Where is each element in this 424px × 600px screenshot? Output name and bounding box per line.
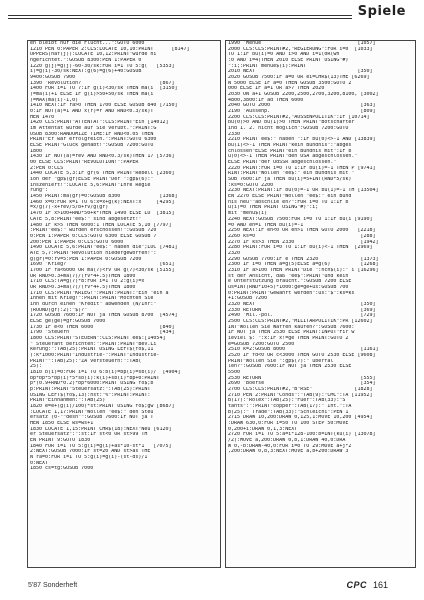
code-line: 2030 ON a+1 GOSUB 2200,2500,2700,3200,8100, [3002] (228, 92, 379, 98)
code-line: 1430 IF NOT(a)=rev AND RND<0.3/sk)THEN 17 [5736] (30, 154, 175, 160)
code-line: " Steuerant berichten:":PRINT:PRINT"Bev.Li (30, 341, 157, 347)
code-line: +1:GOSUB 7200 (228, 296, 268, 302)
code-line: HEN 1470 (30, 114, 55, 120)
code-line: OR RND>0.3+ma(7)/(rv*4+.5)THEN 1800 (30, 284, 136, 290)
code-line: 2020 GOSUB 7500:IF a=0 OR ei=CHR$(13)THE [6269] (228, 75, 370, 81)
code-line: TO 1:IF bu(i)=0 AND i>0 AND i=1(0R(wh (228, 52, 340, 58)
code-line: EN PRINT 9:GOTO 1830 (30, 438, 91, 444)
code-line: =0 AND en=1 THEN bu(i)=-1 (228, 222, 304, 228)
code-line: ):k*1000:PRINT"Industrie-":PRINT"Industrie- (30, 352, 160, 358)
code-line: 1410 NEXT:IF ra>0 THEN 1700 ELSE GOSUB 840 [7150] (30, 103, 178, 109)
code-line: B(17):"Rolex":TAB(25):"Fuer":TAB(33):"S (228, 398, 346, 404)
code-line: :ks=0:GOTO 2200 (228, 182, 274, 188)
code-line: 1440 LOCATE 5,3:IF gr(6 THEN PRINT"Rebell [2360] (30, 171, 175, 177)
page-number: 161 (372, 580, 388, 590)
code-line: 1420 CLS:PRINT"ATTENTAT":CLS:PRINT"Ein [14012] (30, 120, 169, 126)
magazine-logo: CPC (346, 580, 367, 590)
code-line: N 5000 ELSE IF a=0 THEN GOSUB 3500:GOTO 2 (228, 80, 352, 86)
code-line: 2010 NEXT [350] (228, 69, 373, 75)
code-line: er Steuersatz":":st:IF st<0 OR st>99 TH (30, 432, 148, 438)
code-line: ngerichtet.":GOSUB 8300:PEN 1:PAPER 0 (30, 58, 142, 64)
code-line: EN 2270 ELSE PRINT"Wollen "ee$:" ein Bünd (228, 194, 352, 200)
code-line: 1490 LOCATE 5,6:PRINT"ee$:" haben die";LOC [7481] (30, 245, 178, 251)
code-line: 1820 e=e+(g(i)/100)*st:PRINT USING fo$;gw [8687] (30, 404, 175, 409)
code-line: 2:PEN 0:CLS (30, 165, 64, 171)
code-line: nis neu""abschlie en?":FOR i=0 TO 1:IF b (228, 199, 349, 205)
code-line: p*(0.9+RND*0.2)*bp*6000:PRINT USING fo$;b (30, 381, 154, 387)
section-title: Spiele (357, 4, 406, 19)
code-line: len?":GOSUB 7600:IF NOT ja THEN 2530 ELSE (228, 364, 352, 370)
code-line: im Attentat wurde auf Sie verübt.":PRINT:G (30, 126, 157, 132)
code-line: INT"Wollen Sie Waffen kaufen?":GOSUB 7600: (228, 324, 355, 330)
code-line: e=GOSUB 7200:GOTO 2500 (228, 341, 295, 347)
code-line: 2700 CLS:CLS:PRINT#2,"B"RSE" [1828] (228, 386, 373, 392)
code-line: 2260 ks=0 [288] (228, 233, 376, 239)
code-line: UPPERS(haf(j)):LOCATE 10,12:PRINT"wurde hi (30, 52, 157, 58)
code-line: CATE 5,8:PRINT"ee$:" sind abgesetzt!" (30, 216, 142, 222)
code-line: ieviel $: ":x:IF x!=ge THEN PRINT:GOTO 2 (228, 335, 349, 341)
code-line: 2250 NEXT:IF en<0 OR en>1 THEN GOTO 2000 [2218] (228, 228, 376, 234)
code-line: OR RND>0.3+ma(7)/(rv*4+.5)THEN 1800 (30, 273, 136, 279)
code-line: u(0)<>-1 THEN PRINT"den USA abgeschlossen." (228, 154, 358, 160)
code-line: 2300 IF i=0 THEN a=g(5)ELSE a=g(6) [1268] (228, 262, 379, 268)
code-line: ersatz (0-""desn"":GOSUB 7600:IF NOT ja T (30, 415, 154, 421)
code-line: ELSE PRINT"Glück gehabt!":GOSUB 7200:GOTO (30, 143, 154, 149)
code-line: 2040 GOTO 2000 [363] (228, 103, 376, 109)
code-line: 2210 PRINT ee$:" haben ":IF bu(0)<>-1 AND [13839] (228, 137, 376, 143)
code-line: 2:NEXT:GOSUB 7000:IF st=20 AND st>as THE (30, 449, 151, 455)
code-line: 0:NEXT (30, 460, 49, 466)
code-line: e Unterstützung braucht.":GOSUB 7200 ELSE (228, 279, 352, 285)
code-line: ELSE ge(ge)=gr:GOSUB 7000 (30, 318, 106, 324)
code-line: 2520 IF fd<0 OR c<3000 THEN GOTO 2530 ELSE [9608] (228, 352, 376, 358)
code-line: :DRAW 630,0:FOR i=50 TO 100 STEP 50:MOVE (228, 421, 349, 427)
code-line: 2240 NEXT:GOSUB 7500:FOR i=0 TO 1:IF bu(i [9190] (228, 216, 373, 222)
code-line: 1400 FOR i=1 TO 7:IF g(i)<30/sk THEN ma(i [3150] (30, 86, 178, 92)
code-line: 1470 IF x>100+RND*50+k*THEN 1490 ELSE LO [3815] (30, 211, 175, 217)
code-line: HEN 1850 ELSE ws=ws+1 (30, 421, 94, 427)
code-line: 0:PRINT:PRINT"Gewährt werden":us:"$":ks=ks (228, 290, 355, 296)
code-line: 1460 x=0:FOR k=1 TO 6:x=x+g(k):NEXT:x [4295] (30, 199, 175, 205)
code-line: 200:PEN 1:PAPER 0:CLS:GOTO 6000 (30, 239, 124, 245)
code-line: 9400:GOSUB 7900 (30, 75, 76, 81)
code-line: 2320 (228, 250, 241, 256)
code-line: 2000 CLS:CLS:PRINT#2,"REGIERUNG":FOR i=0 [1033] (228, 46, 373, 52)
code-line: )=ma(i)+1 ELSE IF g(i)>50+50/sk THEN ma(i (30, 92, 154, 98)
code-line: 1800 (30, 148, 43, 154)
code-line: en bleibt nur die Flucht...":GOTO 6000 (30, 41, 145, 46)
code-line: mit "menu$(i) (228, 211, 268, 217)
issue-label: 5'87 Sonderheft (28, 582, 78, 589)
code-line: 1840 FOR i=1 TO 5:g(i)=g(i)+as*10-st*1 [7075] (30, 443, 172, 449)
header-rule (8, 15, 352, 19)
code-line: ihn durch einen "Kredit" abwenden (N/Ihr:" (30, 301, 157, 307)
code-line: PRINT"Einnahmen:":TAB(25) (30, 398, 106, 404)
code-line: PRINT"Wollen Sie ":gp$(7):" überfal (228, 358, 334, 364)
code-line: W 0,-b:DRAW-40,0:FOR i=0 TO 29:MOVE a+j*2 (228, 443, 352, 449)
code-line: kerung:":TAB(25):PRINT USING LEFT$(fo$,11 (30, 347, 154, 353)
code-line: 00 ELSE CLS:PRINT"REVOLUTION!":PAPER (30, 160, 139, 166)
code-line: p:PRINT:PRINT"Steuersatz:":TAB(25):PRINT (30, 386, 151, 392)
code-line: =x/g(7)-x+rev/5/b+rv/g(gr) (30, 205, 109, 211)
code-line: PRINT"":TAB(25):"ZA versteuern:":TAB( (30, 358, 142, 364)
code-line: us=INT(RND*10+5)*1000:ge=ge+us:GOSUB 700 (228, 284, 349, 290)
code-line: 1850 cs=tg:GOSUB 7000 (30, 466, 94, 472)
code-line: ion der "gp$(gr)ELSE PRINT"Der ":gp$(6):" (30, 177, 154, 183)
code-line: 1800 CLS:PRINT"STEUERN":CLS:PRINT ee$:[14054] (30, 335, 166, 341)
code-line: st der Ansicht, daß "ee$":PRINT"und kein (228, 273, 349, 279)
code-line: 1700 IF ra<6000 OR ma(7)<rv OR g(7)<30/sk [5155] (30, 267, 175, 273)
code-line: 25): (30, 364, 43, 370)
code-line: 2710 PEN 2:PRINT"Conds":"TAB(9):"CMC":TA [11952] (228, 392, 373, 398)
code-line: Ihnen mit Krieg!":PRINT:PRINT"Möchten Sie (30, 296, 154, 302)
code-line: ":i;:PRINT menue$(i):PRINT (228, 63, 307, 69)
code-line: B(25):" Trade":TAB(33):"Schleichi":PEN 1 (228, 409, 349, 415)
code-line: 0:IF NOT(a)=1 AND x(r)=r AND RND<0.3/sk)T (30, 109, 154, 115)
code-line: 5500 (228, 369, 241, 375)
code-line: RINT:PRINT"Wollen "ee$:" ein Bündnis mit " (228, 171, 355, 177)
code-line: 0,200+i:DRAW 0,1,3:NEXT (228, 426, 298, 432)
code-line: USING LEFT$(fo$,13):nst:"%":PRINT:PRINT: (30, 392, 151, 398)
listing-column-right (225, 40, 416, 568)
code-line: 1390 'Revolution? [867] (30, 80, 175, 86)
code-line: 4800,3800:IF ad THEN 6000 (228, 97, 304, 103)
code-line: bu(0)>0 AND bu(1)>0 THEN PRINT"Botschafter (228, 120, 355, 126)
code-line: 1720 GOSUB 7600:IF NOT ja THEN GOSUB 8700 [4574] (30, 313, 178, 319)
code-line: 2280 PRINT:FOR i=0 TO 1:IF bu(i)<-1 THEN [2969] (228, 245, 373, 251)
code-line: tants":":PRINT"copper":TAB(17):" Int.":TA (228, 404, 352, 409)
code-line: 2310 IF a>100 THEN PRINT"Die ":nch$(i):" i [16296] (228, 267, 379, 273)
code-line: g(gr)=0:rv=5:PEN 1:PAPER 0:GOSUB 7200 (30, 256, 142, 262)
code-line: bu(1)<>-1 THEN PRINT"kein Bündnis":"abges (228, 143, 352, 149)
code-line: 0:PEN 1:PAPER 0:CLS:GOTO 6300 ELSE GOSUB 7 (30, 233, 157, 239)
code-line: 2330 RETURN [369] (228, 307, 376, 313)
code-line: 1810 b(i)=0:FOR i=1 TO 6:b(i)=bp(i)=sb(i)/ [4904] (30, 369, 181, 375)
code-line: 2200 CLS:CLS:PRINT#2,"AUSSENPOLITIK":IF [10714] (228, 114, 370, 120)
code-line: 2530 RETURN [555] (228, 375, 376, 381)
code-line: inszeniert!":LOCATE 5,6:PRINT"Ihre Regie (30, 182, 151, 188)
code-line: 1220 g(j)=g(j)-60-30/sk:FOR i=1 TO 5:g( [5353] (30, 63, 175, 69)
code-line: IF NOT ja THEN 2530 ELSE PRINT:INPUT"Fir w (228, 330, 355, 336)
code-line: :LOCATE 1,17:PRINT"Wollen "ee$:" den Steu (30, 409, 154, 415)
code-line: :0 AND i=4)THEN 2010 ELSE PRINT USING"#) (228, 58, 349, 64)
listing-column-left (27, 40, 221, 568)
code-line: chlossen"ELSE PRINT"ein Bündnis mit":IF b (228, 148, 352, 154)
code-line: ,200:DRAW 0,b,3:NEXT:MOVE a,b+200:DRAW 3 (228, 449, 349, 455)
code-line: PRINT"Er war erfolgreich.":PRINT:GOTO 6300 (30, 137, 157, 143)
code-line: 2290 GOSUB 7700:IF e THEN 2320 [1373] (228, 256, 379, 262)
code-line: 2500 CLS:CLS:PRINT#2,"MILITÄRPOLITIK":PR [12602] (228, 318, 373, 324)
code-line: 000 ELSE IF a=1 OR a>7 THEN 2020 (228, 86, 325, 92)
code-line: 2270 IF ks>3 THEN 2330 [1942] (228, 239, 379, 245)
code-line: 2330 (228, 131, 241, 137)
code-line: bp*bp*5*bp(i)*5*sb(i):k(i)+sb(i)*bp+0:PRINT (30, 375, 160, 381)
code-line: 2190 'Aussenp. [809] (228, 109, 376, 115)
code-line: rung": (30, 188, 49, 194)
code-line: /2):MOVE a,200:DRAW 0,b,1:DRAW 40,0:DRA (228, 438, 346, 444)
code-line: 1990 'Menue [1057] (228, 41, 376, 46)
code-line: 1480 IF k>5 THEN 6000:1 THEN LOCATE 5,10 [7797] (30, 222, 172, 228)
code-line: 1450 PRINT:ma(gr)=0:GOSUB 8300 [1368] (30, 194, 178, 200)
code-line: 1710 CLS:PRINT"KRIEG!":PRINT:PRINT:"Ein "ein a (30, 290, 169, 296)
code-line: u(i)=0 THEN PRINT USING"#)":i; (228, 205, 319, 211)
code-line: 1710 CLS:TA=g(7)*8:FOR i=1 TO 2:g(i)=x (30, 279, 145, 285)
code-line: ATE 5,7:PRINT"Revolution niedergeworfen!": (30, 250, 157, 256)
code-line: 2715 DRAW 10,200:DRAW 0,125,1:MOVE 10,200 [4954] (228, 415, 373, 421)
code-line: ELSE PRINT"der UdSSR abgeschlossen." (228, 160, 337, 166)
code-line: SUB 7600:IF ja THEN bu(i)=5+INT(RND*5/sk) (228, 177, 352, 183)
code-line: i)=g(i)-30/sk:NEXT:g(6)=g(6)+40:GOSUB (30, 69, 142, 75)
code-line: N ra=0:FOR i=1 TO 5:g(i)=g(i)-(st-ds)/1 (30, 455, 148, 461)
code-line: 1690 'Krieg? [651] (30, 262, 175, 268)
footer-brand (346, 580, 388, 590)
code-line: 2320 NEXT [350] (228, 301, 376, 307)
code-line: 2230 NEXT:PRINT:IF bu(0)=-1 OR bu(1)=-1 TH [13504] (228, 188, 379, 194)
code-line: ind 1. 2. nicht möglich":GOSUB 7200:GOTO (228, 126, 349, 132)
code-line: 1730 IF e<0 THEN 6000 [840] (30, 324, 175, 330)
code-line: 1210 PEN 0:PAPER 2:CLS:LOCATE 10,10:PRINT [8147] (30, 46, 190, 52)
code-line: 1830 LOCATE 1,15:PRINT CHR$(18):NEXT"Neu [6120] (30, 426, 172, 432)
code-line: 2510 k=2:GOSUB 8000 [1161] (228, 347, 379, 353)
code-line: (ROUND(gr):2):"$)?" (30, 307, 88, 313)
code-line: 2220 PRINT:FOR i=0 TO 1:IF bu(i)=-1 THEN P [9741] (228, 165, 376, 171)
code-line: )=MAX(ma(i)-1,0) (30, 97, 79, 103)
code-line: :PRINT"ee$:" wurden erschossen!":GOSUB 720 (30, 228, 157, 234)
code-line: OSUB 8300:RANDOMIZE TIME:IF RND<0.05 THEN (30, 131, 154, 137)
code-line: 2720 FOR i=1 TO 5:a=i*128-100:b=INT(ku(i) [13078] (228, 432, 376, 438)
code-line: 2490 'Mil.-pol. [729] (228, 313, 376, 319)
code-line: 1790 'Steuern [434] (30, 330, 175, 336)
code-line: 2690 'Boerse [354] (228, 381, 376, 387)
